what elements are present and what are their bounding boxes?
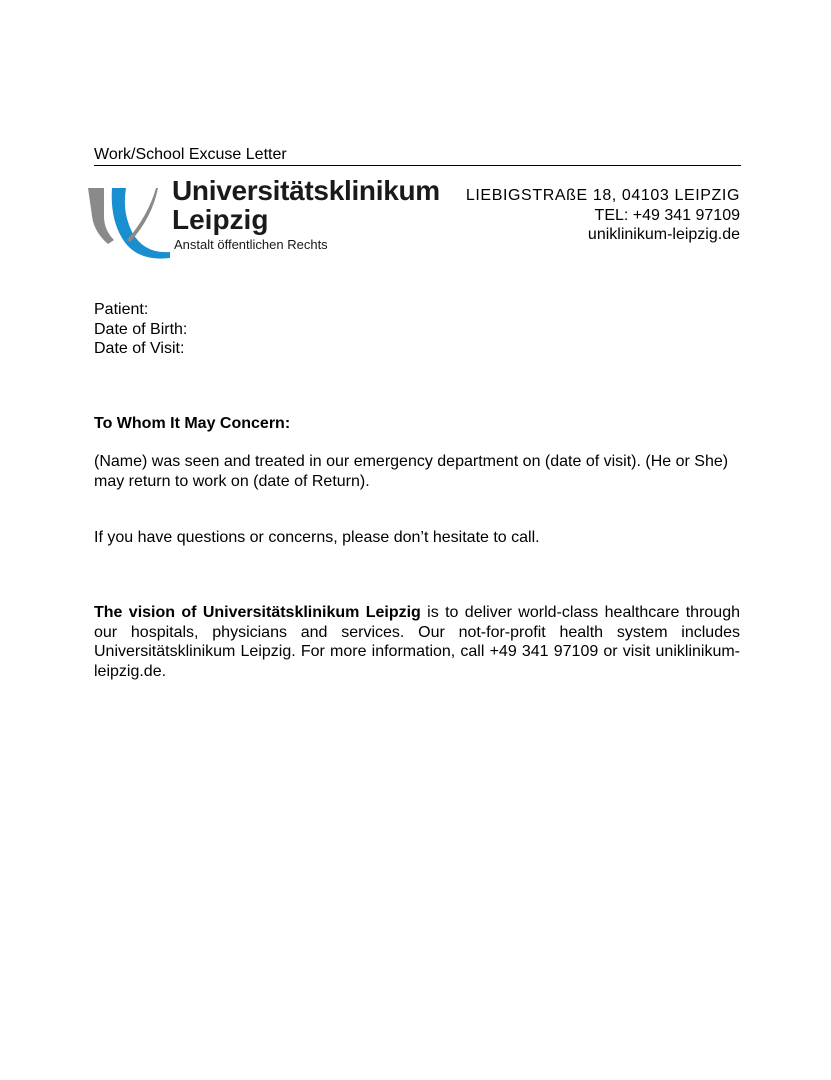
- date-of-birth-label: Date of Birth:: [94, 320, 188, 338]
- patient-info-block: [94, 300, 187, 359]
- vision-paragraph: [94, 603, 740, 681]
- date-of-visit-label: Date of Visit:: [94, 340, 185, 357]
- document-title: Work/School Excuse Letter: [94, 146, 287, 163]
- logo-name-line2: Leipzig: [172, 204, 269, 235]
- vision-rest-text: is to deliver world-class healthcare through our hospitals, physicians and services. Our not-for-profit health system includes Universitätsklinikum Leipzig. For more information, call +49 341 97109 or visit uniklinikum-leipzig.de.: [94, 604, 741, 680]
- address-website: uniklinikum-leipzig.de: [587, 226, 740, 243]
- vision-strong-text: The vision of Universitätsklinikum Leipzig: [94, 604, 421, 621]
- closing-paragraph: If you have questions or concerns, please don’t hesitate to call.: [94, 529, 540, 546]
- address-block: [466, 186, 740, 245]
- address-street: LIEBIGSTRAßE 18, 04103 LEIPZIG: [465, 187, 740, 204]
- logo-name-line1: Universitätsklinikum: [172, 175, 440, 206]
- address-phone: TEL: +49 341 97109: [594, 206, 740, 224]
- logo-subtitle: Anstalt öffentlichen Rechts: [174, 237, 328, 252]
- salutation: To Whom It May Concern:: [94, 415, 291, 432]
- letter-body-paragraph: (Name) was seen and treated in our emergency department on (date of visit). (He or She) may return to work on (date of Return).: [94, 453, 729, 490]
- hospital-logo: [86, 176, 456, 260]
- patient-label: Patient:: [94, 301, 149, 318]
- header-divider: [94, 165, 741, 166]
- logo-mark-icon: [86, 182, 170, 260]
